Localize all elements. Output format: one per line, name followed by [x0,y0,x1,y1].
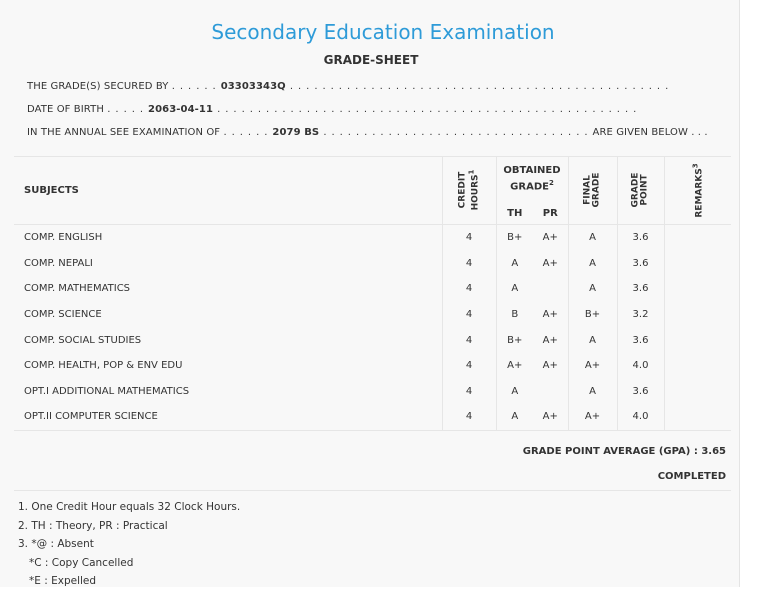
note-credit-hour: 1. One Credit Hour equals 32 Clock Hours. [18,501,241,513]
credit-hours: 4 [442,404,496,430]
note-absent: 3. *@ : Absent [18,538,94,550]
credit-hours: 4 [442,225,496,251]
footnotes [18,498,240,591]
header-remarks: REMARKS$^3$ [664,156,731,224]
final-grade: B+ [568,302,617,328]
grades-secured-label: THE GRADE(S) SECURED BY [27,81,169,92]
pr-grade: A+ [542,411,558,423]
panel-border [739,0,740,587]
table-row [14,379,731,405]
subject-name: COMP. ENGLISH [24,232,103,244]
final-grade: A+ [568,353,617,379]
pr-grade [533,379,568,405]
th-grade: A [496,251,533,277]
final-grade: A [568,379,617,405]
dob-label: DATE OF BIRTH [27,104,104,115]
table-row [14,251,731,277]
pr-grade: A+ [542,360,558,372]
grade-point: 3.2 [617,302,664,328]
subject-name: OPT.II COMPUTER SCIENCE [24,411,158,423]
grade-point: 3.6 [617,276,664,302]
grade-point: 3.6 [617,379,664,405]
subject-name: COMP. SOCIAL STUDIES [24,334,142,346]
note-th-pr: 2. TH : Theory, PR : Practical [18,519,168,532]
table-header-row [14,156,731,202]
header-pr: PR [542,207,558,219]
grades-secured-line: THE GRADE(S) SECURED BY . . . . . . 03303343Q . . . . . . . . . . . . . . . . . . . . . . . . . . . . . . . . . . . . . . . . . . . . . . . [27,81,670,92]
credit-hours: 4 [442,251,496,277]
th-grade: A [496,276,533,302]
dob-value: 2063-04-11 [148,104,214,115]
th-grade: B+ [496,225,533,251]
th-grade: A [496,379,533,405]
pr-grade: A+ [542,309,558,321]
table-row [14,302,731,328]
remarks [664,276,731,302]
grades-table [14,156,731,431]
final-grade: A [568,225,617,251]
subject-name: COMP. HEALTH, POP & ENV EDU [24,360,183,372]
table-row [14,225,731,251]
remarks [664,404,731,430]
pr-grade: A+ [542,232,558,244]
status-text: COMPLETED [657,471,726,482]
subject-name: COMP. NEPALI [24,257,93,269]
header-obtained-grade: OBTAINED GRADE$^2$ [496,156,568,202]
exam-year: 2079 BS [272,127,320,138]
remarks [664,353,731,379]
exam-label: IN THE ANNUAL SEE EXAMINATION OF [27,127,221,138]
remarks [664,251,731,277]
subject-name: OPT.I ADDITIONAL MATHEMATICS [24,385,190,397]
header-th: TH [496,202,533,224]
notes-divider [14,490,731,491]
credit-hours: 4 [442,379,496,405]
grade-point: 3.6 [617,251,664,277]
pr-grade [533,276,568,302]
symbol-number: 03303343Q [220,81,286,92]
remarks [664,225,731,251]
grade-point: 3.6 [617,225,664,251]
grade-point: 4.0 [617,404,664,430]
th-grade: B+ [496,327,533,353]
header-subjects: SUBJECTS [24,184,79,196]
table-row [14,327,731,353]
th-grade: A [496,404,533,430]
exam-line: IN THE ANNUAL SEE EXAMINATION OF . . . . . . 2079 BS . . . . . . . . . . . . . . . . . . . . . . . . . . . . . . . . . ARE GIVEN BELOW . . . [27,127,708,138]
pr-grade: A+ [542,257,558,269]
credit-hours: 4 [442,327,496,353]
final-grade: A+ [568,404,617,430]
gpa-value: 3.65 [701,446,726,457]
page-subtitle: GRADE-SHEET [323,53,419,67]
credit-hours: 4 [442,302,496,328]
th-grade: A+ [496,353,533,379]
final-grade: A [568,276,617,302]
final-grade: A [568,251,617,277]
gpa-label: GRADE POINT AVERAGE (GPA) : [522,446,698,457]
header-grade-point: GRADE POINT [617,156,664,224]
subject-name: COMP. MATHEMATICS [24,283,131,295]
note-copy-cancelled: *C : Copy Cancelled [29,556,134,569]
dob-line: DATE OF BIRTH . . . . . 2063-04-11 . . . . . . . . . . . . . . . . . . . . . . . . . . . . . . . . . . . . . . . . . . . . . . . . . . . . [27,104,638,115]
credit-hours: 4 [442,353,496,379]
header-final-grade: FINAL GRADE [568,156,617,224]
final-grade: A [568,327,617,353]
subject-name: COMP. SCIENCE [24,309,102,321]
remarks [664,302,731,328]
pr-grade: A+ [542,334,558,346]
given-below-text: ARE GIVEN BELOW . . . [592,127,708,138]
table-row [14,404,731,430]
gpa-line [523,446,726,457]
note-expelled: *E : Expelled [29,575,97,587]
page-title: Secondary Education Examination [211,20,555,44]
th-grade: B [496,302,533,328]
table-row [14,276,731,302]
credit-hours: 4 [442,276,496,302]
table-row [14,353,731,379]
header-credit-hours: CREDIT HOURS$^1$ [442,156,496,224]
remarks [664,379,731,405]
grade-point: 4.0 [617,353,664,379]
grade-point: 3.6 [617,327,664,353]
remarks [664,327,731,353]
